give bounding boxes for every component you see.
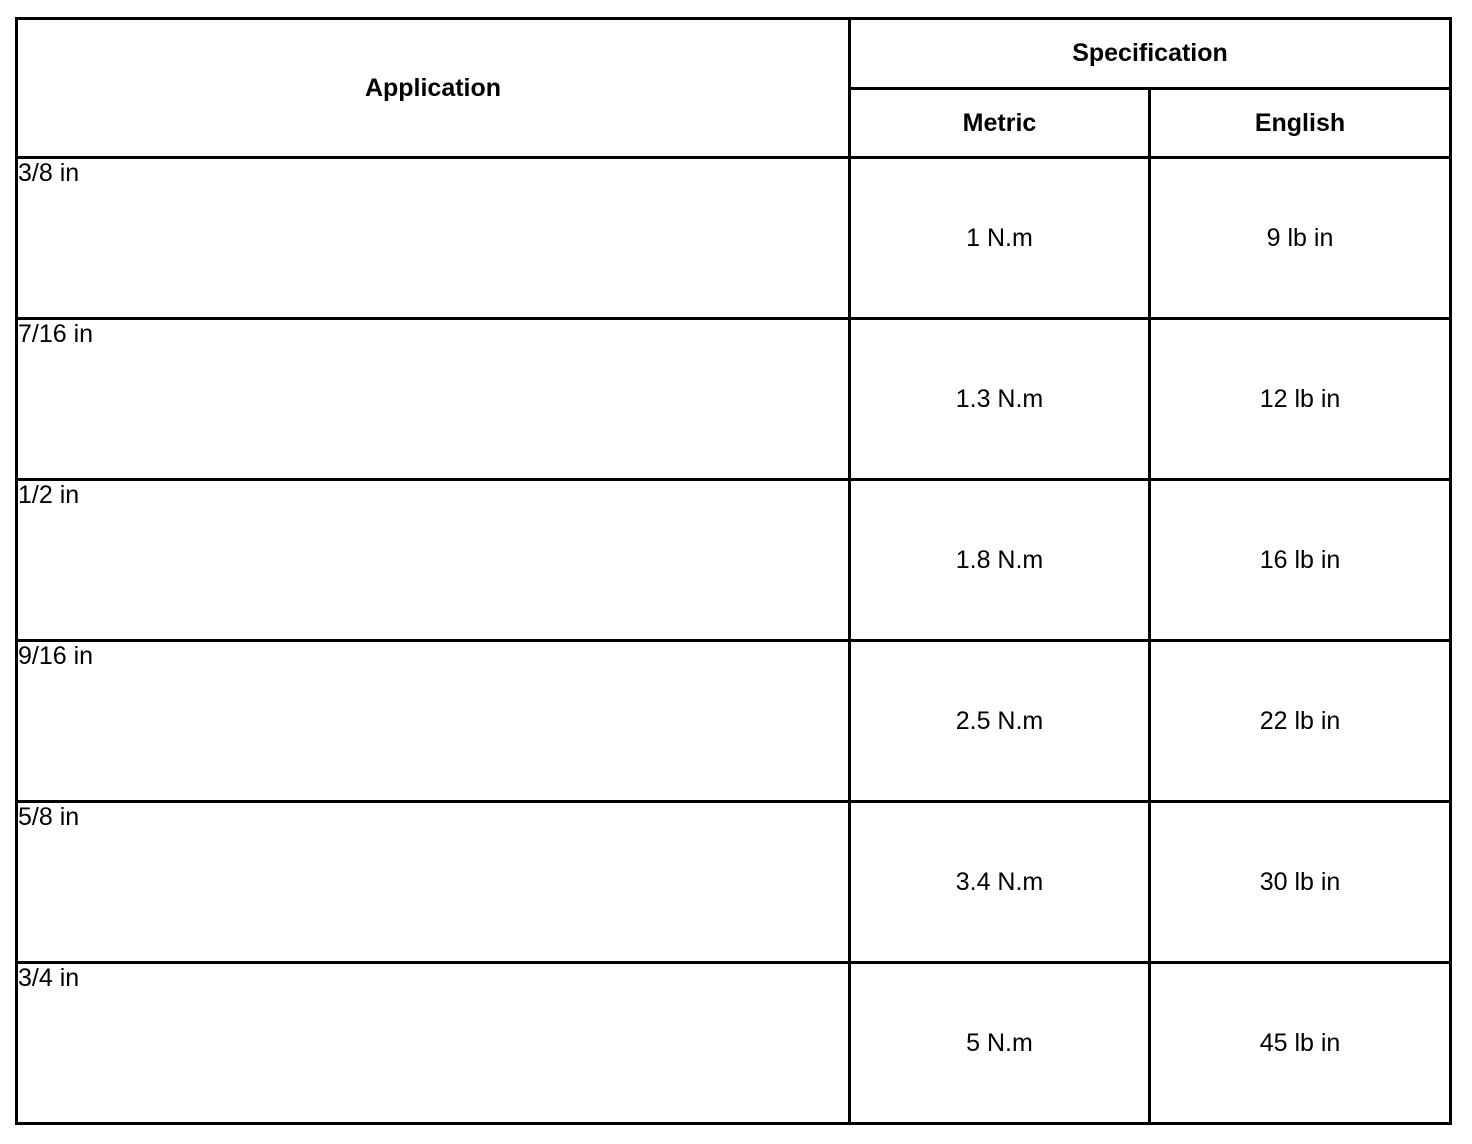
- metric-cell: 5 N.m: [850, 963, 1150, 1124]
- table-row: [17, 641, 1451, 802]
- table-row: [17, 802, 1451, 963]
- application-header: Application: [17, 19, 850, 158]
- application-cell: 5/8 in: [17, 802, 850, 963]
- metric-cell: 1.8 N.m: [850, 480, 1150, 641]
- application-cell: 9/16 in: [17, 641, 850, 802]
- table-row: [17, 963, 1451, 1124]
- application-cell: 3/4 in: [17, 963, 850, 1124]
- table-row: [17, 480, 1451, 641]
- metric-cell: 1 N.m: [850, 158, 1150, 319]
- application-cell: 1/2 in: [17, 480, 850, 641]
- header-row: [17, 19, 1451, 89]
- english-cell: 12 lb in: [1150, 319, 1451, 480]
- english-cell: 22 lb in: [1150, 641, 1451, 802]
- metric-cell: 1.3 N.m: [850, 319, 1150, 480]
- application-cell: 3/8 in: [17, 158, 850, 319]
- english-cell: 16 lb in: [1150, 480, 1451, 641]
- metric-cell: 2.5 N.m: [850, 641, 1150, 802]
- english-cell: 9 lb in: [1150, 158, 1451, 319]
- specification-header: Specification: [850, 19, 1451, 89]
- english-cell: 45 lb in: [1150, 963, 1451, 1124]
- english-cell: 30 lb in: [1150, 802, 1451, 963]
- metric-header: Metric: [850, 89, 1150, 158]
- application-cell: 7/16 in: [17, 319, 850, 480]
- torque-spec-table: [15, 17, 1452, 1125]
- table-row: [17, 158, 1451, 319]
- table-row: [17, 319, 1451, 480]
- metric-cell: 3.4 N.m: [850, 802, 1150, 963]
- english-header: English: [1150, 89, 1451, 158]
